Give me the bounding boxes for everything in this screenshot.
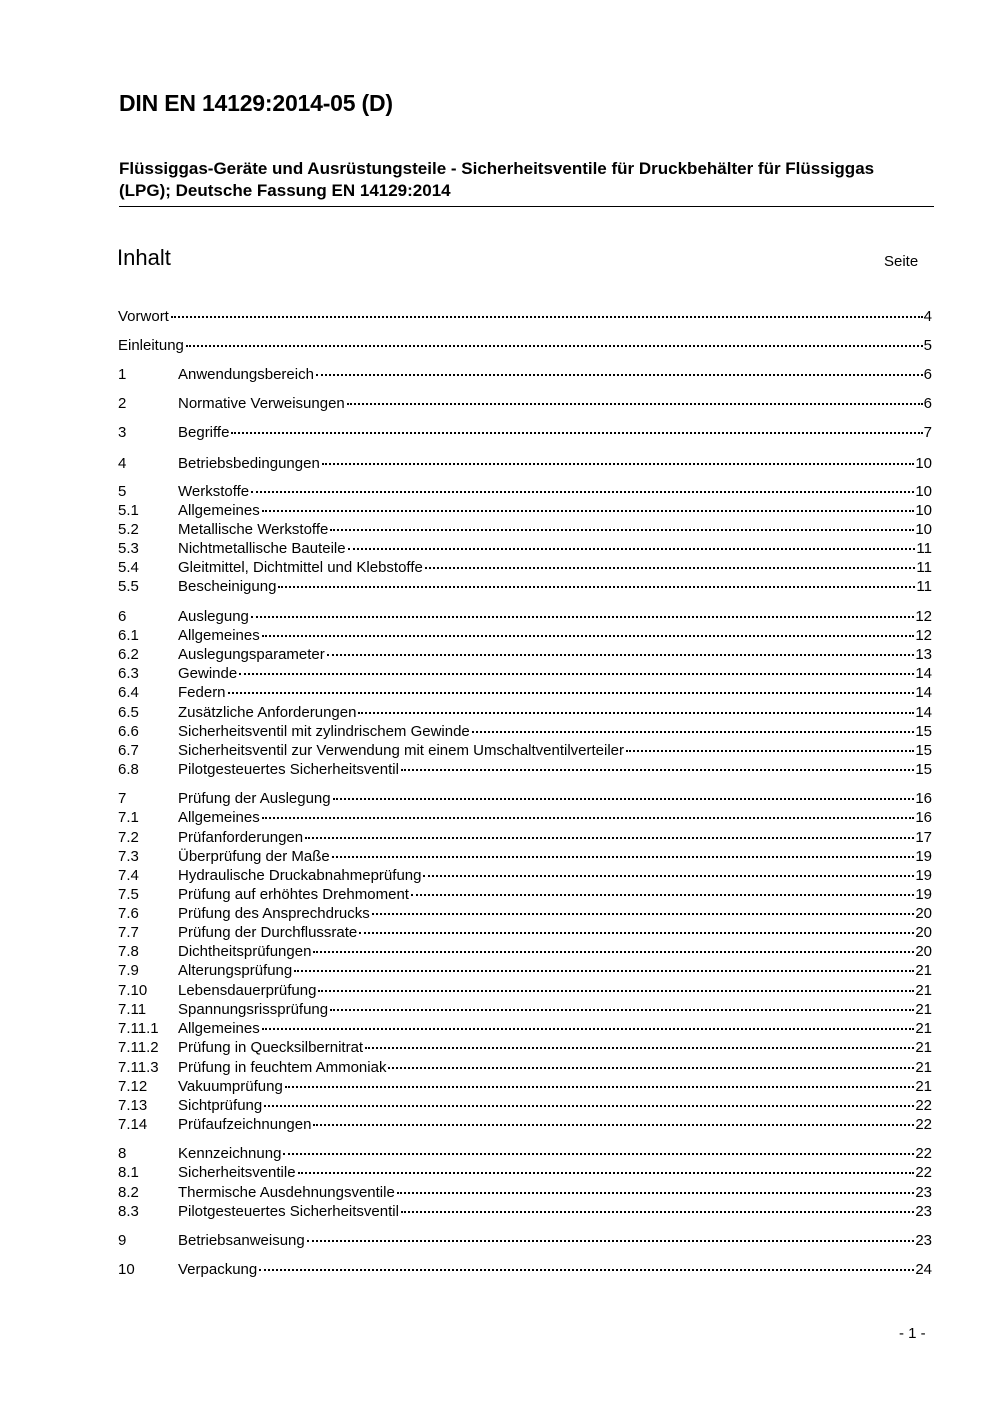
toc-entry[interactable] <box>118 572 932 595</box>
toc-entry[interactable] <box>118 1255 932 1278</box>
toc-leader-dots <box>411 880 914 899</box>
toc-leader-dots <box>397 1178 915 1197</box>
page-number: - 1 - <box>899 1325 926 1342</box>
toc-entry[interactable] <box>118 621 932 644</box>
toc-leader-dots <box>401 1197 914 1216</box>
toc-entry-title: Zusätzliche Anforderungen <box>178 704 357 721</box>
toc-entry-page: 22 <box>915 1097 932 1114</box>
toc-entry-page: 15 <box>915 761 932 778</box>
toc-entry-title: Auslegungsparameter <box>178 646 325 663</box>
toc-entry-title: Begriffe <box>178 424 230 441</box>
toc-entry[interactable] <box>118 449 932 472</box>
toc-leader-dots <box>372 899 915 918</box>
toc-entry-title: Prüfanforderungen <box>178 829 304 846</box>
toc-leader-dots <box>313 1110 914 1129</box>
toc-leader-dots <box>262 496 915 515</box>
toc-entry-title: Spannungsrissprüfung <box>178 1001 329 1018</box>
toc-entry-number: 7.11 <box>118 1001 147 1018</box>
toc-leader-dots <box>278 572 915 591</box>
toc-entry-page: 20 <box>915 905 932 922</box>
toc-entry-page: 22 <box>915 1145 932 1162</box>
toc-entry[interactable] <box>118 784 932 807</box>
toc-entry-number: 3 <box>118 424 127 441</box>
toc-entry-page: 6 <box>923 395 932 412</box>
toc-leader-dots <box>316 360 923 379</box>
toc-entry-number: 7.5 <box>118 886 139 903</box>
toc-entry[interactable] <box>118 1033 932 1056</box>
toc-entry-number: 5 <box>118 483 127 500</box>
toc-entry-page: 16 <box>915 790 932 807</box>
toc-entry-number: 7.13 <box>118 1097 148 1114</box>
toc-entry-page: 10 <box>915 455 932 472</box>
toc-leader-dots <box>332 842 915 861</box>
toc-leader-dots <box>228 678 915 697</box>
toc-entry-title: Verpackung <box>178 1261 258 1278</box>
toc-entry[interactable] <box>118 477 932 500</box>
toc-entry-title: Prüfung in feuchtem Ammoniak <box>178 1059 387 1076</box>
toc-entry-title: Bescheinigung <box>178 578 277 595</box>
toc-entry-page: 14 <box>915 684 932 701</box>
toc-entry-number: 5.5 <box>118 578 139 595</box>
toc-entry[interactable] <box>118 918 932 941</box>
toc-entry-number: 5.1 <box>118 502 139 519</box>
toc-entry-title: Allgemeines <box>178 809 260 826</box>
toc-entry-number: 8.1 <box>118 1164 139 1181</box>
toc-entry-number: 7.6 <box>118 905 139 922</box>
toc-entry[interactable] <box>118 515 932 538</box>
toc-entry-page: 10 <box>915 483 932 500</box>
toc-entry-page: 19 <box>915 867 932 884</box>
toc-entry-title: Allgemeines <box>178 1020 260 1037</box>
toc-entry[interactable] <box>118 976 932 999</box>
toc-entry-page: 22 <box>915 1164 932 1181</box>
toc-entry-number: 2 <box>118 395 127 412</box>
toc-entry[interactable] <box>118 331 932 354</box>
toc-leader-dots <box>330 995 914 1014</box>
toc-leader-dots <box>401 755 914 774</box>
toc-entry-title: Federn <box>178 684 226 701</box>
toc-leader-dots <box>365 1033 914 1052</box>
toc-entry-title: Pilotgesteuertes Sicherheitsventil <box>178 1203 399 1220</box>
toc-entry-page: 13 <box>915 646 932 663</box>
toc-entry-page: 19 <box>915 848 932 865</box>
toc-entry[interactable] <box>118 1072 932 1095</box>
toc-entry-page: 21 <box>915 982 932 999</box>
toc-entry-number: 6 <box>118 608 127 625</box>
toc-entry-page: 21 <box>915 962 932 979</box>
toc-entry-number: 6.8 <box>118 761 139 778</box>
toc-leader-dots <box>327 640 915 659</box>
toc-leader-dots <box>358 698 914 717</box>
toc-entry[interactable] <box>118 717 932 740</box>
toc-leader-dots <box>313 937 914 956</box>
toc-leader-dots <box>330 515 914 534</box>
toc-entry-number: 7.11.3 <box>118 1059 159 1076</box>
toc-entry[interactable] <box>118 389 932 412</box>
toc-entry-number: 6.1 <box>118 627 139 644</box>
toc-entry-title: Prüfung der Durchflussrate <box>178 924 358 941</box>
toc-entry-page: 4 <box>923 308 932 325</box>
toc-entry-title: Sichtprüfung <box>178 1097 263 1114</box>
toc-entry[interactable] <box>118 736 932 759</box>
toc-entry-page: 16 <box>915 809 932 826</box>
toc-entry[interactable] <box>118 755 932 778</box>
toc-leader-dots <box>259 1255 914 1274</box>
toc-leader-dots <box>298 1158 915 1177</box>
toc-entry-title: Auslegung <box>178 608 249 625</box>
toc-entry-number: 6.5 <box>118 704 139 721</box>
toc-entry-number: 7.14 <box>118 1116 148 1133</box>
toc-entry-title: Prüfung auf erhöhtes Drehmoment <box>178 886 409 903</box>
toc-entry-title: Nichtmetallische Bauteile <box>178 540 346 557</box>
toc-leader-dots <box>626 736 914 755</box>
toc-entry-title: Thermische Ausdehnungsventile <box>178 1184 395 1201</box>
toc-entry[interactable] <box>118 1014 932 1037</box>
toc-entry-number: 1 <box>118 366 127 383</box>
toc-entry[interactable] <box>118 360 932 383</box>
toc-entry-page: 23 <box>915 1232 932 1249</box>
toc-entry-page: 10 <box>915 521 932 538</box>
toc-entry-page: 20 <box>915 924 932 941</box>
toc-entry-title: Vorwort <box>118 308 169 325</box>
toc-entry-number: 7.4 <box>118 867 139 884</box>
toc-entry[interactable] <box>118 1053 932 1076</box>
toc-leader-dots <box>231 418 922 437</box>
toc-entry-title: Werkstoffe <box>178 483 250 500</box>
toc-entry-title: Dichtheitsprüfungen <box>178 943 312 960</box>
toc-entry[interactable] <box>118 861 932 884</box>
document-subtitle: Flüssiggas-Geräte und Ausrüstungsteile - Sicherheitsventile für Druckbehälter für Flüssiggas (LPG); Deutsche Fassung EN 14129:2014 <box>119 159 875 200</box>
toc-entry-number: 7.8 <box>118 943 139 960</box>
toc-leader-dots <box>239 659 914 678</box>
toc-entry[interactable] <box>118 995 932 1018</box>
toc-entry[interactable] <box>118 640 932 663</box>
toc-entry[interactable] <box>118 803 932 826</box>
toc-entry[interactable] <box>118 880 932 903</box>
toc-entry-title: Sicherheitsventil zur Verwendung mit einem Umschaltventilverteiler <box>178 742 625 759</box>
toc-entry-page: 5 <box>923 337 932 354</box>
toc-entry[interactable] <box>118 1139 932 1162</box>
toc-entry-title: Prüfung des Ansprechdrucks <box>178 905 370 922</box>
toc-entry-title: Überprüfung der Maße <box>178 848 330 865</box>
toc-entry-title: Anwendungsbereich <box>178 366 314 383</box>
toc-entry-number: 6.3 <box>118 665 139 682</box>
toc-entry-page: 17 <box>915 829 932 846</box>
toc-entry-page: 12 <box>915 627 932 644</box>
toc-entry[interactable] <box>118 1226 932 1249</box>
toc-entry-number: 4 <box>118 455 127 472</box>
toc-entry[interactable] <box>118 937 932 960</box>
toc-entry[interactable] <box>118 678 932 701</box>
toc-leader-dots <box>425 553 916 572</box>
toc-entry-page: 10 <box>915 502 932 519</box>
toc-leader-dots <box>322 449 915 468</box>
toc-entry-page: 21 <box>915 1078 932 1095</box>
toc-entry[interactable] <box>118 842 932 865</box>
toc-entry[interactable] <box>118 823 932 846</box>
toc-leader-dots <box>423 861 914 880</box>
toc-entry[interactable] <box>118 534 932 557</box>
toc-entry-number: 7.3 <box>118 848 139 865</box>
toc-entry-number: 6.6 <box>118 723 139 740</box>
toc-entry-title: Prüfung der Auslegung <box>178 790 331 807</box>
toc-entry[interactable] <box>118 496 932 519</box>
toc-entry-number: 5.4 <box>118 559 139 576</box>
toc-entry-number: 6.2 <box>118 646 139 663</box>
toc-entry[interactable] <box>118 899 932 922</box>
toc-entry-title: Betriebsbedingungen <box>178 455 320 472</box>
toc-entry[interactable] <box>118 1091 932 1114</box>
toc-entry-page: 20 <box>915 943 932 960</box>
toc-leader-dots <box>359 918 914 937</box>
toc-entry-page: 14 <box>915 665 932 682</box>
toc-entry[interactable] <box>118 1158 932 1181</box>
toc-heading: Inhalt <box>117 245 171 270</box>
toc-entry-title: Prüfaufzeichnungen <box>178 1116 312 1133</box>
toc-leader-dots <box>262 621 915 640</box>
toc-entry-title: Allgemeines <box>178 502 260 519</box>
page-column-label: Seite <box>884 253 919 270</box>
toc-entry-page: 11 <box>916 540 932 557</box>
toc-entry-number: 7.12 <box>118 1078 148 1095</box>
toc-leader-dots <box>318 976 914 995</box>
toc-entry-title: Einleitung <box>118 337 184 354</box>
toc-leader-dots <box>348 534 916 553</box>
toc-entry-title: Metallische Werkstoffe <box>178 521 329 538</box>
toc-entry[interactable] <box>118 302 932 325</box>
toc-entry-number: 7.2 <box>118 829 139 846</box>
toc-entry-page: 15 <box>915 742 932 759</box>
toc-leader-dots <box>251 602 914 621</box>
toc-entry-title: Prüfung in Quecksilbernitrat <box>178 1039 364 1056</box>
toc-entry-title: Allgemeines <box>178 627 260 644</box>
toc-entry-title: Normative Verweisungen <box>178 395 345 412</box>
toc-entry[interactable] <box>118 602 932 625</box>
toc-entry-number: 8.2 <box>118 1184 139 1201</box>
toc-entry-number: 7.7 <box>118 924 139 941</box>
toc-entry[interactable] <box>118 956 932 979</box>
toc-entry-number: 7.1 <box>118 809 139 826</box>
toc-entry[interactable] <box>118 553 932 576</box>
toc-entry-number: 5.2 <box>118 521 139 538</box>
toc-entry-page: 21 <box>915 1059 932 1076</box>
toc-entry-page: 15 <box>915 723 932 740</box>
toc-entry[interactable] <box>118 659 932 682</box>
toc-entry-page: 24 <box>915 1261 932 1278</box>
toc-leader-dots <box>294 956 914 975</box>
toc-leader-dots <box>347 389 923 408</box>
toc-entry-title: Sicherheitsventile <box>178 1164 296 1181</box>
toc-leader-dots <box>262 1014 915 1033</box>
toc-entry-page: 11 <box>916 578 932 595</box>
toc-leader-dots <box>472 717 915 736</box>
toc-leader-dots <box>283 1139 914 1158</box>
toc-entry-number: 7.11.1 <box>118 1020 159 1037</box>
toc-leader-dots <box>285 1072 915 1091</box>
toc-leader-dots <box>171 302 923 321</box>
toc-leader-dots <box>186 331 923 350</box>
toc-entry-page: 21 <box>915 1020 932 1037</box>
toc-entry-page: 19 <box>915 886 932 903</box>
toc-leader-dots <box>333 784 915 803</box>
toc-entry-page: 6 <box>923 366 932 383</box>
toc-leader-dots <box>262 803 915 822</box>
toc-entry-number: 7 <box>118 790 127 807</box>
toc-entry-title: Gleitmittel, Dichtmittel und Klebstoffe <box>178 559 423 576</box>
toc-entry-page: 21 <box>915 1001 932 1018</box>
toc-entry[interactable] <box>118 1197 932 1220</box>
toc-entry-page: 12 <box>915 608 932 625</box>
toc-entry-page: 7 <box>923 424 932 441</box>
toc-entry[interactable] <box>118 1178 932 1201</box>
toc-leader-dots <box>251 477 914 496</box>
toc-entry-page: 14 <box>915 704 932 721</box>
toc-leader-dots <box>307 1226 915 1245</box>
toc-entry-number: 6.7 <box>118 742 139 759</box>
toc-entry-number: 7.11.2 <box>118 1039 159 1056</box>
toc-entry-number: 6.4 <box>118 684 139 701</box>
toc-entry[interactable] <box>118 1110 932 1133</box>
toc-leader-dots <box>388 1053 914 1072</box>
toc-entry-number: 8.3 <box>118 1203 139 1220</box>
toc-entry-page: 22 <box>915 1116 932 1133</box>
toc-entry-title: Gewinde <box>178 665 238 682</box>
toc-entry-title: Hydraulische Druckabnahmeprüfung <box>178 867 422 884</box>
toc-entry-number: 5.3 <box>118 540 139 557</box>
toc-entry-title: Lebensdauerprüfung <box>178 982 317 999</box>
toc-entry-title: Vakuumprüfung <box>178 1078 283 1095</box>
toc-entry-number: 8 <box>118 1145 127 1162</box>
toc-entry-number: 9 <box>118 1232 127 1249</box>
toc-entry-number: 7.9 <box>118 962 139 979</box>
toc-entry-title: Kennzeichnung <box>178 1145 282 1162</box>
toc-entry-number: 10 <box>118 1261 135 1278</box>
toc-entry[interactable] <box>118 418 932 441</box>
toc-entry-number: 7.10 <box>118 982 148 999</box>
toc-entry-page: 23 <box>915 1203 932 1220</box>
toc-entry-title: Pilotgesteuertes Sicherheitsventil <box>178 761 399 778</box>
document-number: DIN EN 14129:2014-05 (D) <box>119 90 393 116</box>
toc-leader-dots <box>264 1091 914 1110</box>
toc-entry-title: Alterungsprüfung <box>178 962 293 979</box>
toc-entry-page: 23 <box>915 1184 932 1201</box>
toc-entry-title: Sicherheitsventil mit zylindrischem Gewinde <box>178 723 470 740</box>
toc-entry[interactable] <box>118 698 932 721</box>
toc-entry-title: Betriebsanweisung <box>178 1232 305 1249</box>
toc-entry-page: 11 <box>916 559 932 576</box>
toc-entry-page: 21 <box>915 1039 932 1056</box>
toc-leader-dots <box>305 823 914 842</box>
